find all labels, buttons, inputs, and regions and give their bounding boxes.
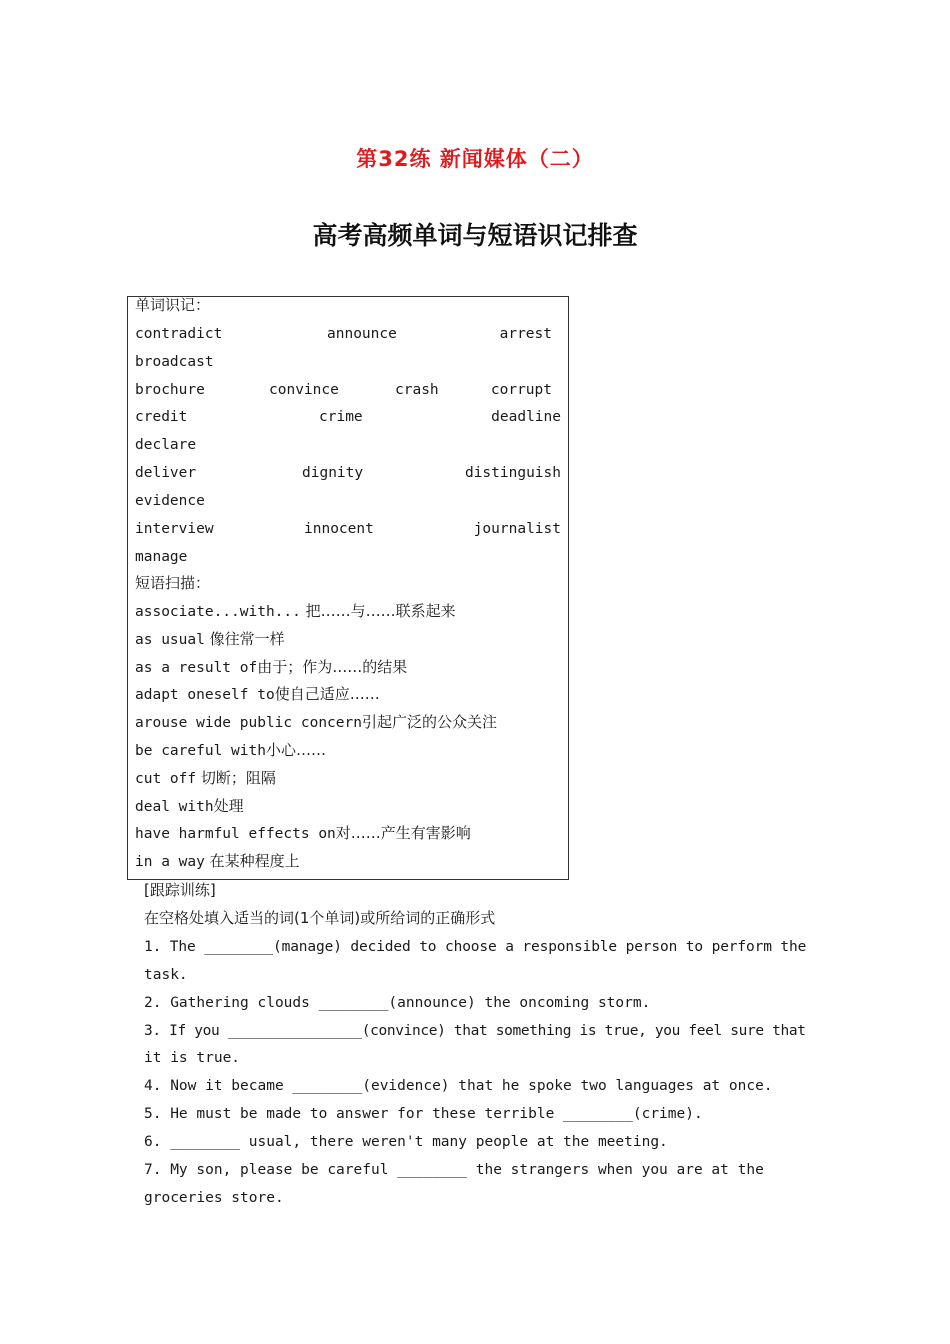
exercise-instruction: 在空格处填入适当的词(1个单词)或所给词的正确形式 <box>144 909 496 927</box>
page-title: 第32练 新闻媒体（二） <box>356 147 594 171</box>
word: brochure <box>135 382 205 398</box>
word-row <box>135 491 561 511</box>
word: innocent <box>304 521 374 537</box>
phrase-item <box>135 851 300 872</box>
phrase-item <box>135 601 456 622</box>
phrase-en: adapt oneself to <box>135 687 275 703</box>
word: announce <box>327 326 397 342</box>
word-row <box>135 519 561 539</box>
exercise-line: 1. The ________(manage) decided to choose a responsible person to perform the <box>144 939 807 955</box>
phrase-cn: 由于；作为……的结果 <box>257 658 408 676</box>
word: credit <box>135 409 188 425</box>
phrase-item <box>135 823 471 844</box>
exercise-line: 5. He must be made to answer for these terrible ________(crime). <box>144 1106 703 1122</box>
phrase-cn: 像往常一样 <box>204 630 285 648</box>
exercise-line: 7. My son, please be careful ________ the strangers when you are at the <box>144 1162 764 1178</box>
word-row <box>135 547 561 567</box>
word: arrest <box>499 326 552 342</box>
word: convince <box>269 382 339 398</box>
word: crash <box>395 382 439 398</box>
phrase-item <box>135 712 497 733</box>
exercise-line: 6. ________ usual, there weren't many people at the meeting. <box>144 1134 668 1150</box>
phrase-cn: 在某种程度上 <box>204 852 300 870</box>
phrase-cn: 引起广泛的公众关注 <box>361 713 497 731</box>
phrase-item <box>135 657 407 678</box>
word-row <box>135 352 561 372</box>
phrase-en: associate...with... <box>135 604 301 620</box>
phrases-heading: 短语扫描： <box>135 574 211 592</box>
word: manage <box>135 549 188 565</box>
word-row <box>135 407 561 427</box>
phrase-en: as usual <box>135 632 205 648</box>
phrase-en: cut off <box>135 771 197 787</box>
phrase-item <box>135 796 244 817</box>
word: evidence <box>135 493 205 509</box>
exercise-line: task. <box>144 967 188 983</box>
word-row <box>135 324 561 344</box>
phrase-en: be careful with <box>135 743 266 759</box>
exercise-line: it is true. <box>144 1050 241 1066</box>
word: declare <box>135 437 197 453</box>
phrase-cn: 小心…… <box>265 741 326 759</box>
word: broadcast <box>135 354 214 370</box>
word-row <box>135 380 561 400</box>
words-heading: 单词识记： <box>135 296 211 314</box>
phrase-item <box>135 740 326 761</box>
word: distinguish <box>464 465 561 481</box>
word-row <box>135 435 561 455</box>
exercise-line: 3. If you ________________(convince) that something is true, you feel sure that <box>144 1023 806 1039</box>
exercise-line: 2. Gathering clouds ________(announce) the oncoming storm. <box>144 995 651 1011</box>
phrase-cn: 切断；阻隔 <box>196 769 276 787</box>
phrase-en: deal with <box>135 799 214 815</box>
phrase-en: as a result of <box>135 660 258 676</box>
exercise-line: groceries store. <box>144 1190 284 1206</box>
word: deadline <box>491 409 561 425</box>
phrase-en: have harmful effects on <box>135 826 336 842</box>
phrase-en: in a way <box>135 854 205 870</box>
word: journalist <box>473 521 561 537</box>
phrase-en: arouse wide public concern <box>135 715 362 731</box>
phrase-item <box>135 768 276 789</box>
word: crime <box>319 409 363 425</box>
word-row <box>135 463 561 483</box>
phrase-item <box>135 629 285 650</box>
exercise-heading: [跟踪训练] <box>144 881 216 899</box>
word: dignity <box>302 465 364 481</box>
phrase-cn: 把……与……联系起来 <box>300 602 456 620</box>
phrase-item <box>135 684 380 705</box>
exercise-line: 4. Now it became ________(evidence) that he spoke two languages at once. <box>144 1078 773 1094</box>
phrase-cn: 处理 <box>213 797 244 815</box>
phrase-cn: 使自己适应…… <box>274 685 380 703</box>
phrase-cn: 对……产生有害影响 <box>335 824 471 842</box>
word: contradict <box>135 326 223 342</box>
section-subtitle: 高考高频单词与短语识记排查 <box>312 221 638 250</box>
word: deliver <box>135 465 197 481</box>
word: interview <box>135 521 214 537</box>
word: corrupt <box>490 382 552 398</box>
